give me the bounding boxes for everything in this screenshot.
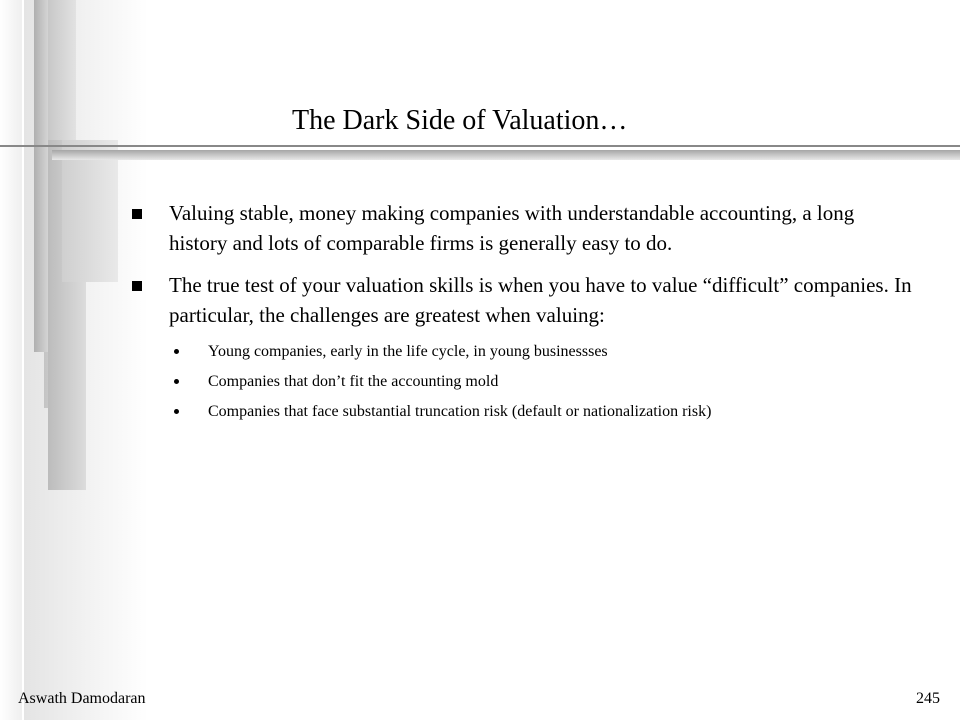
bullet-item — [132, 270, 912, 330]
sub-bullet-text: Companies that face substantial truncation risk (default or nationalization risk) — [208, 403, 712, 420]
decorative-bar — [34, 0, 48, 352]
sub-bullet-text: Young companies, early in the life cycle, in young businessses — [208, 343, 608, 360]
page-number: 245 — [916, 690, 940, 707]
sub-bullet-text: Companies that don’t fit the accounting mold — [208, 373, 499, 390]
footer-author: Aswath Damodaran — [18, 690, 146, 707]
bullet-text: Valuing stable, money making companies with understandable accounting, a long history and lots of comparable firms is generally easy to do. — [169, 201, 855, 255]
title-divider-bar — [52, 150, 960, 160]
square-bullet-icon — [132, 281, 142, 291]
dot-bullet-icon — [174, 409, 179, 414]
dot-bullet-icon — [174, 379, 179, 384]
title-divider-line — [0, 145, 960, 147]
decorative-bar — [0, 0, 22, 720]
bullet-list — [132, 198, 912, 432]
sub-bullet-item — [132, 372, 912, 392]
bullet-item — [132, 198, 912, 258]
sub-bullet-list — [132, 342, 912, 422]
sub-bullet-item — [132, 342, 912, 362]
decorative-bar — [62, 140, 118, 282]
dot-bullet-icon — [174, 349, 179, 354]
bullet-text: The true test of your valuation skills is when you have to value “difficult” companies. In particular, the challenges are greatest when valuing: — [169, 273, 912, 327]
slide-title: The Dark Side of Valuation… — [292, 105, 628, 136]
square-bullet-icon — [132, 209, 142, 219]
sub-bullet-item — [132, 402, 912, 422]
